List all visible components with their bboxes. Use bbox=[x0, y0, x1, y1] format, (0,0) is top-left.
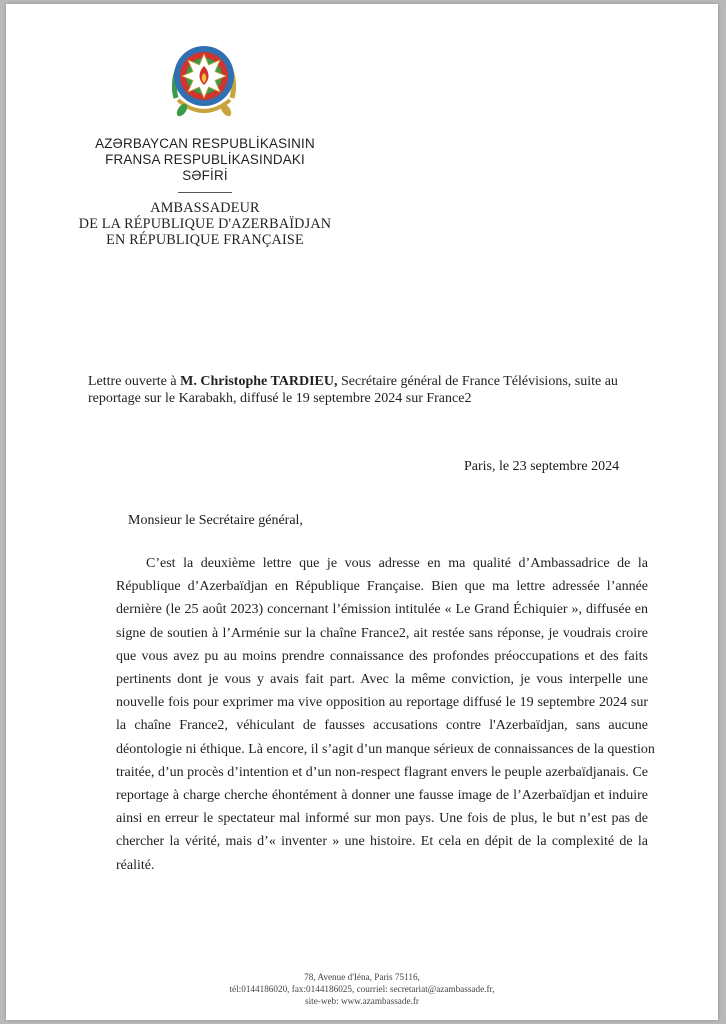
body-line: C’est la deuxième lettre que je vous adresse en ma qualité d’Ambassadrice de la bbox=[146, 556, 648, 571]
body-line: signe de soutien à l’Arménie sur la chaîne France2, ait restée sans réponse, je voudrais croire bbox=[116, 625, 648, 641]
body-line: réalité. bbox=[116, 857, 155, 873]
body-line: dernière (le 25 août 2023) concernant l’émission intitulée « Le Grand Échiquier », diffusée en bbox=[116, 602, 648, 618]
letter-body bbox=[116, 552, 655, 877]
body-line: que vous avez pu au moins prendre connaissance des profondes préoccupations et des faits bbox=[116, 648, 648, 664]
body-line: traitée, d’un procès d’intention et d’un non-respect flagrant envers le peuple azerbaïdjanais. Ce bbox=[116, 764, 648, 780]
body-line: déontologie ni éthique. Là encore, il s’agit d’un manque sérieux de connaissances de la question bbox=[116, 741, 655, 757]
footer-website: site-web: www.azambassade.fr bbox=[305, 995, 419, 1006]
header-az-line-1: AZƏRBAYCAN RESPUBLİKASININ bbox=[95, 136, 315, 151]
header-french bbox=[46, 200, 364, 248]
subject-prefix: Lettre ouverte à bbox=[88, 374, 181, 389]
header-fr-line-2: DE LA RÉPUBLIQUE D'AZERBAÏDJAN bbox=[78, 216, 332, 232]
header-az-line-3: SƏFİRİ bbox=[182, 168, 228, 183]
letter-footer bbox=[202, 972, 522, 1007]
subject-rest: Secrétaire général de France Télévisions, suite au bbox=[337, 374, 618, 389]
letter-salutation: Monsieur le Secrétaire général, bbox=[128, 513, 303, 528]
letter-page bbox=[6, 4, 718, 1020]
subject-name: M. Christophe TARDIEU, bbox=[180, 374, 338, 389]
header-divider bbox=[178, 192, 232, 193]
azerbaijan-emblem-icon bbox=[164, 38, 244, 124]
header-fr-line-1: AMBASSADEUR bbox=[150, 200, 260, 216]
subject-line-2: reportage sur le Karabakh, diffusé le 19 septembre 2024 sur France2 bbox=[88, 391, 472, 406]
letter-date: Paris, le 23 septembre 2024 bbox=[464, 459, 620, 474]
header-az-line-2: FRANSA RESPUBLİKASINDAKI bbox=[105, 152, 305, 167]
footer-contacts: tél:0144186020, fax:0144186025, courriel: secretariat@azambassade.fr, bbox=[229, 983, 495, 994]
body-line: République d’Azerbaïdjan en République Française. Bien que ma lettre adressée l’année bbox=[116, 579, 648, 595]
body-line: chercher la vérité, mais d’« inventer » une histoire. Et cela en dépit de la complexité de la bbox=[116, 834, 648, 850]
body-line: nouvelle fois pour exprimer ma vive opposition au reportage diffusé le 19 septembre 2024 sur bbox=[116, 695, 648, 711]
body-line: pertinents dont je vous y avais fait part. Avec la même conviction, je vous interpelle une bbox=[116, 672, 648, 688]
body-line: ainsi en erreur le spectateur mal informé sur mon pays. Une fois de plus, le but n’est pas de bbox=[116, 811, 648, 827]
letter-subject bbox=[88, 373, 648, 407]
body-line: reportage à charge cherche éhontément à donner une fausse image de l’Azerbaïdjan et induire bbox=[116, 788, 648, 804]
footer-address: 78, Avenue d'Iéna, Paris 75116, bbox=[304, 972, 420, 982]
header-fr-line-3: EN RÉPUBLIQUE FRANÇAISE bbox=[106, 232, 304, 248]
header-azerbaijani bbox=[46, 136, 364, 184]
body-line: la chaîne France2, véhiculant de fausses accusations contre l'Azerbaïdjan, sans aucune bbox=[116, 718, 648, 734]
